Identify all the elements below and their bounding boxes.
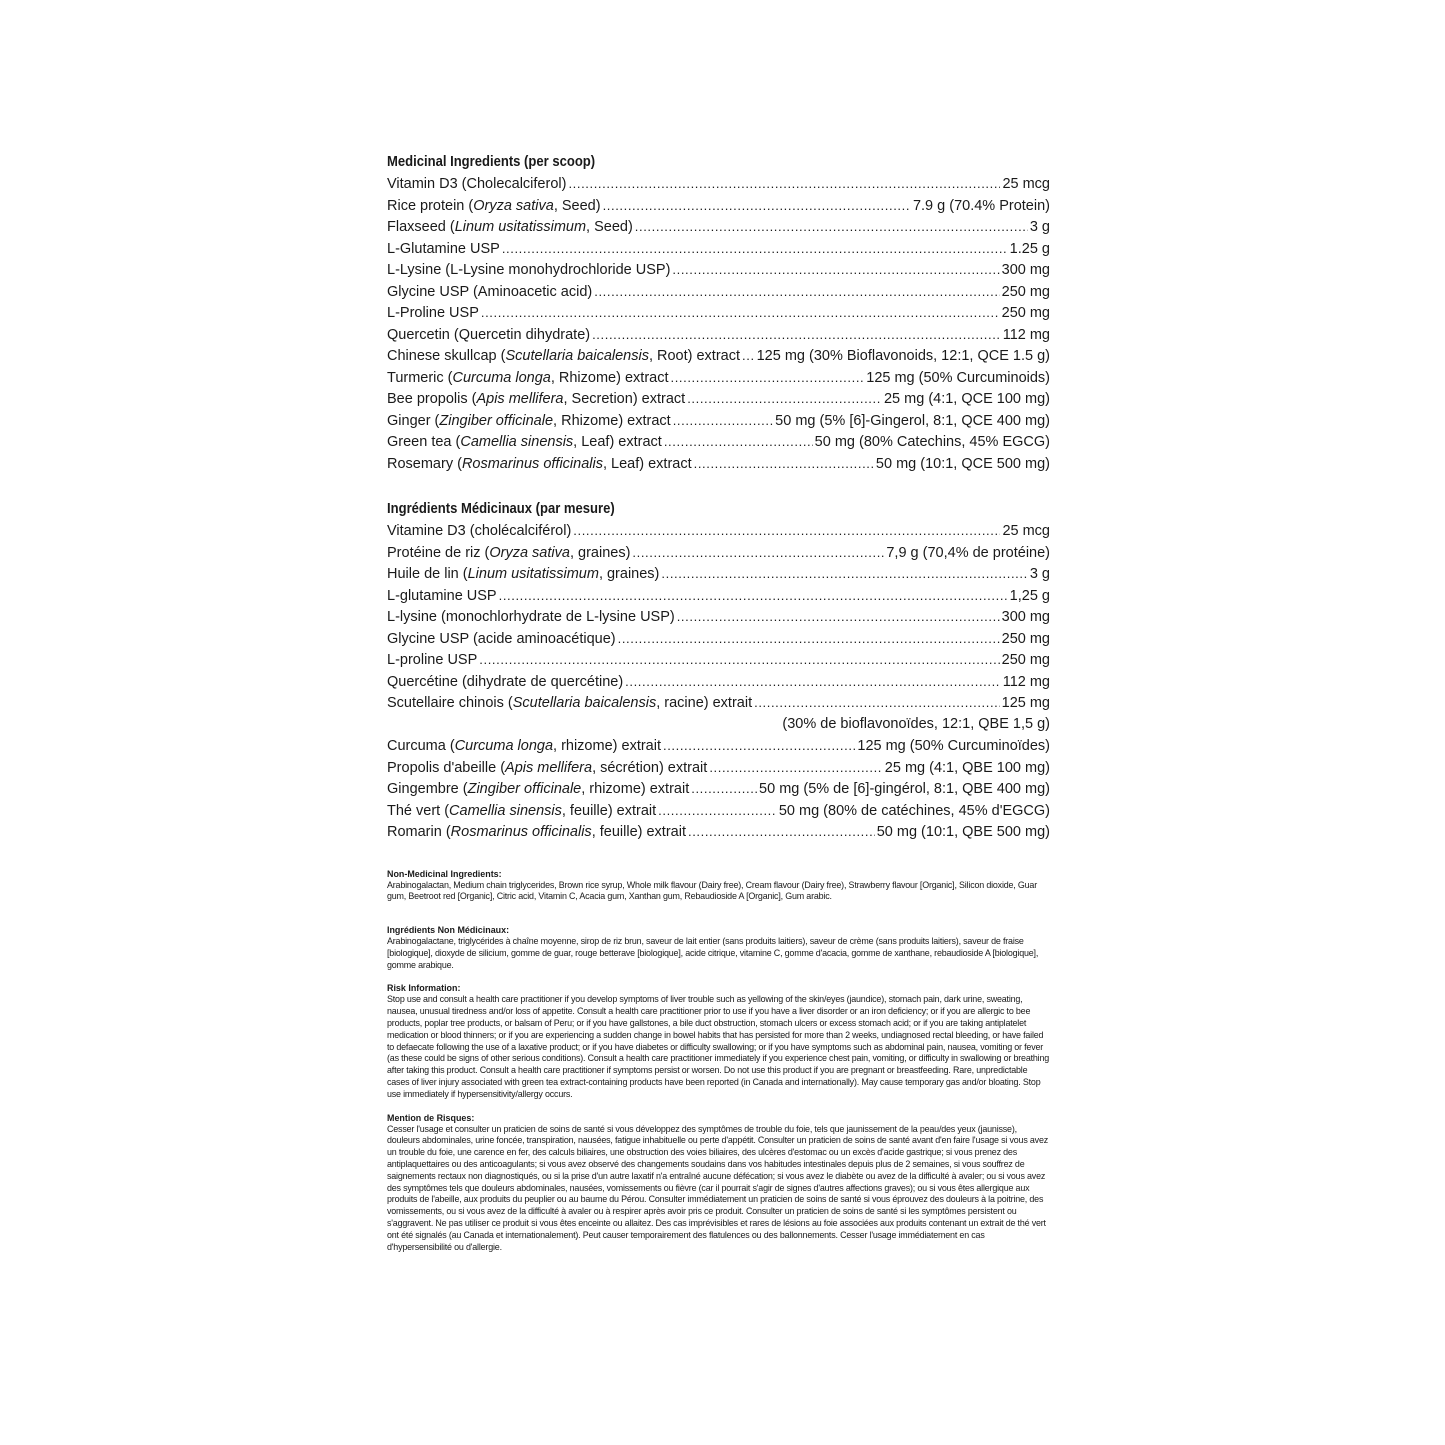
ingredient-row bbox=[387, 238, 1050, 260]
non-medicinal-title-fr: Ingrédients Non Médicinaux: bbox=[387, 925, 510, 937]
latin-name: Scutellaria baicalensis bbox=[505, 348, 649, 364]
ingredient-name: Rosemary (Rosmarinus officinalis, Leaf) extract bbox=[387, 455, 692, 472]
ingredient-row bbox=[387, 778, 1050, 800]
dot-leader bbox=[632, 542, 884, 564]
non-medicinal-text-fr: Arabinogalactane, triglycérides à chaîne moyenne, sirop de riz brun, saveur de lait entier (sans produits laitiers), saveur de crème (sans produits laitiers), saveur de fraise [biologique], dioxyde de silicium, gomme de guar, rouge betterave [biologique], acide citrique, vitamine C, gomme d'acacia, gomme de xanthane, rebaudioside A [biologique], gomme arabique. bbox=[387, 936, 1039, 971]
non-medicinal-title-en: Non-Medicinal Ingredients: bbox=[387, 868, 502, 880]
ingredient-name: Glycine USP (Aminoacetic acid) bbox=[387, 283, 593, 300]
dot-leader bbox=[499, 585, 1008, 607]
latin-name: Oryza sativa bbox=[489, 544, 570, 561]
ingredient-amount: 1,25 g bbox=[1009, 587, 1050, 604]
ingredient-row bbox=[387, 692, 1050, 714]
ingredient-amount: 250 mg bbox=[1001, 652, 1050, 668]
latin-name: Camellia sinensis bbox=[460, 434, 574, 450]
ingredient-name: Protéine de riz (Oryza sativa, graines) bbox=[387, 544, 631, 561]
latin-name: Curcuma longa bbox=[452, 369, 551, 386]
ingredient-amount: 25 mg (4:1, QBE 100 mg) bbox=[884, 759, 1050, 776]
ingredient-row bbox=[387, 520, 1050, 542]
supplement-label-panel bbox=[387, 152, 1050, 1253]
non-medicinal-text-en: Arabinogalactan, Medium chain triglycerides, Brown rice syrup, Whole milk flavour (Dairy free), Cream flavour (Dairy free), Strawberry flavour [Organic], Silicon dioxide, Guar gum, Beetroot red [Organic], Citric acid, Vitamin C, Acacia gum, Xanthan gum, Rebaudioside A [Organic], Gum arabic. bbox=[387, 879, 1037, 903]
ingredient-name: Rice protein (Oryza sativa, Seed) bbox=[387, 197, 601, 214]
ingredient-amount: 125 mg (30% Bioflavonoids, 12:1, QCE 1.5 g) bbox=[756, 348, 1050, 364]
dot-leader bbox=[663, 735, 855, 757]
dot-leader bbox=[502, 238, 1008, 260]
ingredient-row bbox=[387, 453, 1050, 475]
ingredient-amount: 3 g bbox=[1029, 566, 1050, 582]
dot-leader bbox=[754, 692, 1000, 714]
medicinal-ingredients-list-fr bbox=[387, 520, 1050, 714]
ingredient-row bbox=[387, 195, 1050, 217]
ingredient-row bbox=[387, 735, 1050, 757]
ingredient-name: L-Proline USP bbox=[387, 305, 479, 321]
ingredient-amount: 7.9 g (70.4% Protein) bbox=[912, 197, 1050, 214]
ingredient-name: L-glutamine USP bbox=[387, 587, 497, 604]
ingredient-amount: 112 mg bbox=[1002, 673, 1050, 690]
ingredient-row bbox=[387, 281, 1050, 303]
ingredient-amount: 50 mg (80% de catéchines, 45% d'EGCG) bbox=[778, 802, 1050, 819]
ingredient-amount: 50 mg (5% de [6]-gingérol, 8:1, QBE 400 mg) bbox=[759, 781, 1050, 797]
ingredient-name: Scutellaire chinois (Scutellaria baicalensis, racine) extrait bbox=[387, 695, 753, 711]
ingredient-row bbox=[387, 367, 1050, 389]
medicinal-ingredients-title-fr: Ingrédients Médicinaux (par mesure) bbox=[387, 501, 615, 517]
dot-leader bbox=[594, 281, 999, 303]
dot-leader bbox=[672, 259, 999, 281]
medicinal-ingredients-list-en bbox=[387, 173, 1050, 474]
ingredient-row bbox=[387, 388, 1050, 410]
latin-name: Rosmarinus officinalis bbox=[461, 455, 603, 472]
ingredient-name: Propolis d'abeille (Apis mellifera, sécrétion) extrait bbox=[387, 759, 708, 776]
ingredient-name: Thé vert (Camellia sinensis, feuille) extrait bbox=[387, 802, 657, 819]
dot-leader bbox=[618, 628, 1000, 650]
ingredient-amount: 300 mg bbox=[1001, 262, 1050, 278]
ingredient-row bbox=[387, 173, 1050, 195]
ingredient-amount: 250 mg bbox=[1001, 630, 1050, 647]
ingredient-amount: 1.25 g bbox=[1009, 240, 1050, 257]
ingredient-amount: 125 mg (50% Curcuminoïdes) bbox=[857, 738, 1050, 754]
ingredient-row bbox=[387, 542, 1050, 564]
ingredient-name: Quercetin (Quercetin dihydrate) bbox=[387, 326, 591, 343]
ingredient-row bbox=[387, 216, 1050, 238]
latin-name: Apis mellifera bbox=[505, 759, 593, 776]
dot-leader bbox=[568, 173, 1000, 195]
ingredient-name: Gingembre (Zingiber officinale, rhizome) extrait bbox=[387, 781, 690, 797]
dot-leader bbox=[664, 431, 813, 453]
ingredient-amount: 125 mg (50% Curcuminoids) bbox=[866, 369, 1050, 386]
ingredient-amount: 7,9 g (70,4% de protéine) bbox=[886, 544, 1050, 561]
risk-information-en-block bbox=[387, 983, 1050, 1100]
ingredient-name: L-lysine (monochlorhydrate de L-lysine USP) bbox=[387, 609, 675, 625]
dot-leader bbox=[661, 563, 1027, 585]
dot-leader bbox=[677, 606, 1000, 628]
ingredient-amount: 25 mg (4:1, QCE 100 mg) bbox=[883, 391, 1050, 407]
ingredient-amount: 25 mcg bbox=[1002, 523, 1050, 539]
ingredient-row bbox=[387, 345, 1050, 367]
latin-name: Apis mellifera bbox=[476, 391, 564, 407]
dot-leader bbox=[671, 367, 865, 389]
dot-leader bbox=[673, 410, 773, 432]
ingredient-row bbox=[387, 606, 1050, 628]
latin-name: Scutellaria baicalensis bbox=[512, 695, 657, 711]
ingredient-name: Chinese skullcap (Scutellaria baicalensis, Root) extract bbox=[387, 348, 741, 364]
ingredient-amount: 112 mg bbox=[1002, 326, 1050, 343]
ingredient-name: Vitamin D3 (Cholecalciferol) bbox=[387, 176, 567, 192]
ingredient-row bbox=[387, 649, 1050, 671]
ingredient-amount: 50 mg (5% [6]-Gingerol, 8:1, QCE 400 mg) bbox=[775, 412, 1050, 429]
medicinal-ingredients-list-fr-cont bbox=[387, 735, 1050, 843]
ingredient-row bbox=[387, 431, 1050, 453]
ingredient-row bbox=[387, 259, 1050, 281]
ingredient-amount: 250 mg bbox=[1001, 283, 1050, 300]
latin-name: Camellia sinensis bbox=[449, 802, 562, 819]
ingredient-amount: 250 mg bbox=[1001, 305, 1050, 321]
ingredient-row bbox=[387, 410, 1050, 432]
ingredient-row bbox=[387, 302, 1050, 324]
latin-name: Linum usitatissimum bbox=[467, 566, 599, 582]
ingredient-row bbox=[387, 757, 1050, 779]
ingredient-amount: 300 mg bbox=[1001, 609, 1050, 625]
ingredient-continuation-line: (30% de bioflavonoïdes, 12:1, QBE 1,5 g) bbox=[782, 715, 1050, 732]
ingredient-name: Romarin (Rosmarinus officinalis, feuille) extrait bbox=[387, 824, 686, 840]
ingredient-name: Huile de lin (Linum usitatissimum, graines) bbox=[387, 566, 660, 582]
ingredient-amount: 50 mg (80% Catechins, 45% EGCG) bbox=[814, 434, 1050, 450]
ingredient-row bbox=[387, 563, 1050, 585]
risk-information-title-fr: Mention de Risques: bbox=[387, 1112, 475, 1124]
non-medicinal-en-block bbox=[387, 869, 1050, 904]
ingredient-row bbox=[387, 585, 1050, 607]
dot-leader bbox=[658, 800, 777, 822]
latin-name: Zingiber officinale bbox=[439, 412, 554, 429]
dot-leader bbox=[687, 388, 882, 410]
ingredient-amount: 3 g bbox=[1029, 219, 1050, 235]
ingredient-row bbox=[387, 800, 1050, 822]
latin-name: Zingiber officinale bbox=[467, 781, 582, 797]
ingredient-name: L-proline USP bbox=[387, 652, 478, 668]
ingredient-name: Turmeric (Curcuma longa, Rhizome) extract bbox=[387, 369, 669, 386]
dot-leader bbox=[592, 324, 1001, 346]
ingredient-amount: 50 mg (10:1, QCE 500 mg) bbox=[875, 455, 1050, 472]
latin-name: Curcuma longa bbox=[454, 738, 554, 754]
risk-information-text-fr: Cesser l'usage et consulter un praticien de soins de santé si vous développez des symptômes de trouble du foie, tels que jaunissement de la peau/des yeux (jaunisse), douleurs abdominales, urine foncée, transpiration, nausées, fatigue inhabituelle ou perte d'appétit. Consulter un praticien de soins de santé avant d'en faire l'usage si vous avez un trouble du foie, une carence en fer, des calculs biliaires, une obstruction des voies biliaires, des ulcères d'estomac ou un excès d'acide gastrique; si vous prenez des antiplaquettaires ou des anticoagulants; si vous avez observé des changements soudains dans vos habitudes intestinales depuis plus de 2 semaines, si vous souffrez de saignements rectaux non diagnostiqués, ou si la prise d'un autre laxatif n'a entraîné aucune défécation; si vous avez le diabète ou avez de la difficulté à avaler; ou si vous avez des symptômes tels que douleurs abdominales, nausées, vomissements ou fièvre (car il pourrait s'agir de signes d'autres affections graves); ou si vous êtes allergique aux produits de l'abeille, aux produits du peuplier ou au baume du Pérou. Consulter immédiatement un praticien de soins de santé si vous éprouvez des douleurs à la poitrine, des vomissements, ou si vous avez de la difficulté à avaler ou à respirer après avoir pris ce produit. Consulter un praticien de soins de santé si les symptômes persistent ou s'aggravent. Ne pas utiliser ce produit si vous êtes enceinte ou allaitez. Des cas imprévisibles et rares de lésions au foie associées aux produits contenant un extrait de thé vert ont été signalés (au Canada et internationalement). Peut causer temporairement des flatulences ou des ballonnements. Cesser l'usage immédiatement en cas d'hypersensibilité ou d'allergie. bbox=[387, 1123, 1049, 1253]
dot-leader bbox=[691, 778, 757, 800]
dot-leader bbox=[742, 345, 755, 367]
latin-name: Linum usitatissimum bbox=[454, 219, 587, 235]
ingredient-name: Vitamine D3 (cholécalciférol) bbox=[387, 523, 572, 539]
ingredient-amount: 25 mcg bbox=[1002, 176, 1050, 192]
non-medicinal-fr-block bbox=[387, 925, 1050, 971]
dot-leader bbox=[479, 649, 999, 671]
ingredient-row bbox=[387, 821, 1050, 843]
risk-information-fr-block bbox=[387, 1113, 1050, 1254]
dot-leader bbox=[481, 302, 1000, 324]
ingredient-amount: 50 mg (10:1, QBE 500 mg) bbox=[876, 824, 1050, 840]
risk-information-text-en: Stop use and consult a health care practitioner if you develop symptoms of liver trouble such as yellowing of the skin/eyes (jaundice), stomach pain, dark urine, sweating, nausea, unusual tiredness and/or loss of appetite. Consult a health care practitioner prior to use if you have a liver disorder or an iron deficiency; or if you are allergic to bee products, poplar tree products, or balsam of Peru; or if you have gallstones, a bile duct obstruction, stomach ulcers or excess stomach acid; or if you are taking antiplatelet medication or blood thinners; or if you are experiencing a sudden change in bowel habits that has persisted for more than 2 weeks, undiagnosed rectal bleeding, or have failed to defaecate following the use of a laxative product; or if you have diabetes or difficulty swallowing; or if you have symptoms such as abdominal pain, nausea, vomiting or fever (as these could be signs of other serious conditions). Consult a health care practitioner immediately if you experience chest pain, vomiting, or difficulty in swallowing or breathing after taking this product. Consult a health care practitioner if symptoms persist or worsen. Do not use this product if you are pregnant or breastfeeding. Rare, unpredictable cases of liver injury associated with green tea extract-containing products have been reported (in Canada and internationally). May cause temporary gas and/or bloating. Stop use immediately if hypersensitivity/allergy occurs. bbox=[387, 994, 1050, 1100]
dot-leader bbox=[688, 821, 875, 843]
dot-leader bbox=[709, 757, 882, 779]
dot-leader bbox=[573, 520, 1000, 542]
medicinal-ingredients-title-en: Medicinal Ingredients (per scoop) bbox=[387, 154, 596, 170]
ingredient-row bbox=[387, 671, 1050, 693]
risk-information-title-en: Risk Information: bbox=[387, 983, 461, 995]
ingredient-row bbox=[387, 628, 1050, 650]
ingredient-name: Flaxseed (Linum usitatissimum, Seed) bbox=[387, 219, 633, 235]
dot-leader bbox=[603, 195, 911, 217]
ingredient-amount: 125 mg bbox=[1001, 695, 1050, 711]
latin-name: Rosmarinus officinalis bbox=[450, 824, 592, 840]
dot-leader bbox=[694, 453, 874, 475]
ingredient-name: Quercétine (dihydrate de quercétine) bbox=[387, 673, 624, 690]
latin-name: Oryza sativa bbox=[473, 197, 554, 214]
ingredient-name: Bee propolis (Apis mellifera, Secretion) extract bbox=[387, 391, 686, 407]
ingredient-name: Glycine USP (acide aminoacétique) bbox=[387, 630, 616, 647]
ingredient-name: L-Glutamine USP bbox=[387, 240, 500, 257]
ingredient-row bbox=[387, 324, 1050, 346]
ingredient-name: Ginger (Zingiber officinale, Rhizome) extract bbox=[387, 412, 671, 429]
ingredient-name: Green tea (Camellia sinensis, Leaf) extract bbox=[387, 434, 662, 450]
ingredient-name: Curcuma (Curcuma longa, rhizome) extrait bbox=[387, 738, 661, 754]
ingredient-name: L-Lysine (L-Lysine monohydrochloride USP) bbox=[387, 262, 671, 278]
dot-leader bbox=[625, 671, 1001, 693]
dot-leader bbox=[635, 216, 1028, 238]
